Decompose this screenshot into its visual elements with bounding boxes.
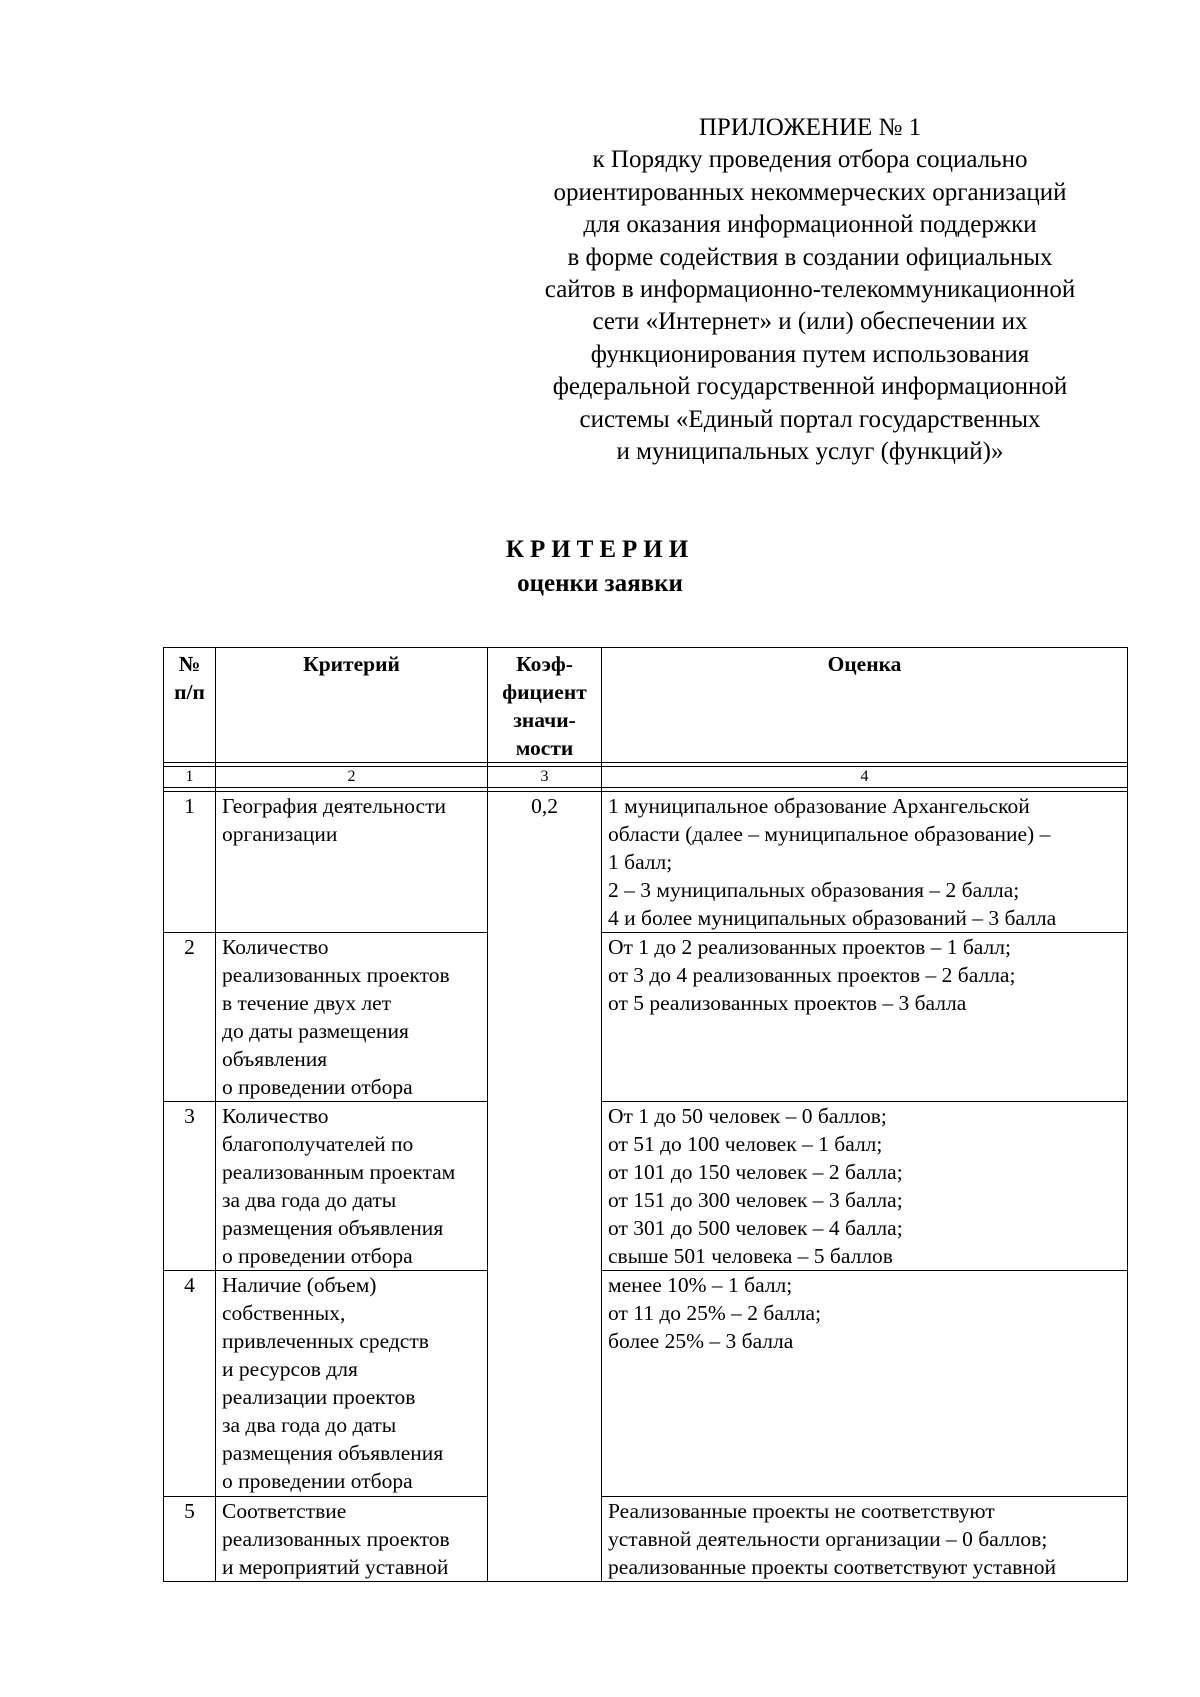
criteria-table <box>163 647 1128 1582</box>
row-criterion: Наличие (объем) собственных, привлеченных средств и ресурсов для реализации проектов за два года до даты размещения объявления о проведении отбора <box>216 1271 488 1497</box>
appendix-line: системы «Единый портал государственных <box>579 405 1041 433</box>
document-subtitle: оценки заявки <box>517 570 683 597</box>
table-header-row <box>164 648 1128 763</box>
row-number: 3 <box>164 1102 216 1271</box>
row-criterion: География деятельности организации <box>216 792 488 933</box>
row-score: менее 10% – 1 балл; от 11 до 25% – 2 балла; более 25% – 3 балла <box>602 1271 1128 1497</box>
table-row <box>164 1271 1128 1497</box>
column-number: 3 <box>488 767 602 788</box>
table-row <box>164 1497 1128 1582</box>
appendix-line: федеральной государственной информационной <box>552 373 1068 401</box>
header-score: Оценка <box>602 648 1128 763</box>
table-row <box>164 792 1128 933</box>
column-number: 1 <box>164 767 216 788</box>
header-num: № п/п <box>164 648 216 763</box>
appendix-line: для оказания информационной поддержки <box>583 211 1037 239</box>
appendix-header <box>470 112 1150 468</box>
row-score: Реализованные проекты не соответствуют уставной деятельности организации – 0 баллов; реализованные проекты соответствуют уставной <box>602 1497 1128 1582</box>
column-number: 4 <box>602 767 1128 788</box>
row-score: От 1 до 2 реализованных проектов – 1 балл; от 3 до 4 реализованных проектов – 2 балла; от 5 реализованных проектов – 3 балла <box>602 933 1128 1102</box>
row-criterion: Соответствие реализованных проектов и мероприятий уставной <box>216 1497 488 1582</box>
header-criterion: Критерий <box>216 648 488 763</box>
row-number: 2 <box>164 933 216 1102</box>
row-number: 5 <box>164 1497 216 1582</box>
row-score: От 1 до 50 человек – 0 баллов; от 51 до 100 человек – 1 балл; от 101 до 150 человек – 2 балла; от 151 до 300 человек – 3 балла; от 301 до 500 человек – 4 балла; свыше 501 человека – 5 баллов <box>602 1102 1128 1271</box>
appendix-line: ориентированных некоммерческих организаций <box>553 178 1067 206</box>
row-number: 1 <box>164 792 216 933</box>
table-row <box>164 1102 1128 1271</box>
appendix-line: сайтов в информационно-телекоммуникационной <box>544 276 1076 304</box>
row-criterion: Количество реализованных проектов в течение двух лет до даты размещения объявления о проведении отбора <box>216 933 488 1102</box>
row-score: 1 муниципальное образование Архангельской области (далее – муниципальное образование) – 1 балл; 2 – 3 муниципальных образования – 2 балла; 4 и более муниципальных образований – 3 балла <box>602 792 1128 933</box>
appendix-line: и муниципальных услуг (функций)» <box>616 438 1004 466</box>
row-number: 4 <box>164 1271 216 1497</box>
appendix-line: в форме содействия в создании официальных <box>567 243 1053 271</box>
header-coefficient: Коэф- фициент значи- мости <box>488 648 602 763</box>
appendix-line: ПРИЛОЖЕНИЕ № 1 <box>698 114 922 141</box>
row-coefficient: 0,2 <box>488 792 602 1582</box>
table-row <box>164 933 1128 1102</box>
document-title: КРИТЕРИИ <box>505 536 695 563</box>
row-criterion: Количество благополучателей по реализованным проектам за два года до даты размещения объявления о проведении отбора <box>216 1102 488 1271</box>
column-number-row <box>164 767 1128 788</box>
appendix-line: к Порядку проведения отбора социально <box>592 146 1028 174</box>
column-number: 2 <box>216 767 488 788</box>
appendix-line: функционирования путем использования <box>590 340 1030 368</box>
appendix-line: сети «Интернет» и (или) обеспечении их <box>592 308 1028 336</box>
